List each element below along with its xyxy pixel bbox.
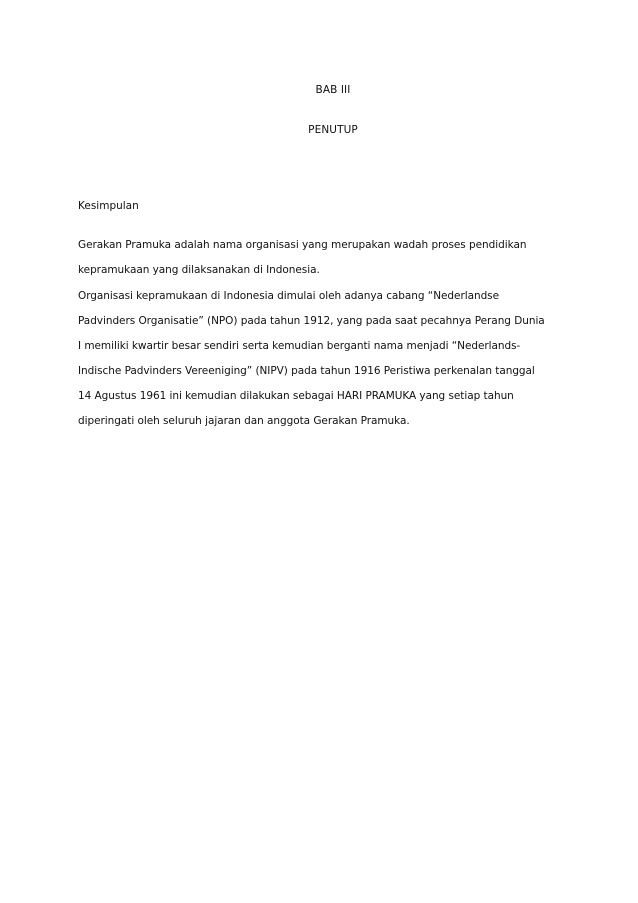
section-heading: Kesimpulan [78, 200, 139, 212]
paragraph-line: Organisasi kepramukaan di Indonesia dimulai oleh adanya cabang “Nederlandse [78, 290, 500, 302]
paragraph-line: Padvinders Organisatie” (NPO) pada tahun 1912, yang pada saat pecahnya Perang Dunia [78, 315, 545, 327]
chapter-number: BAB III [315, 84, 351, 96]
paragraph-line: kepramukaan yang dilaksanakan di Indonesia. [78, 264, 320, 276]
paragraph-line: Indische Padvinders Vereeniging” (NIPV) pada tahun 1916 Peristiwa perkenalan tanggal [78, 365, 535, 377]
chapter-title: PENUTUP [308, 124, 358, 136]
paragraph-line: I memiliki kwartir besar sendiri serta kemudian berganti nama menjadi “Nederlands- [78, 340, 521, 352]
paragraph-line: diperingati oleh seluruh jajaran dan anggota Gerakan Pramuka. [78, 415, 410, 427]
paragraph-line: Gerakan Pramuka adalah nama organisasi yang merupakan wadah proses pendidikan [78, 239, 527, 251]
paragraph-line: 14 Agustus 1961 ini kemudian dilakukan sebagai HARI PRAMUKA yang setiap tahun [78, 390, 514, 402]
